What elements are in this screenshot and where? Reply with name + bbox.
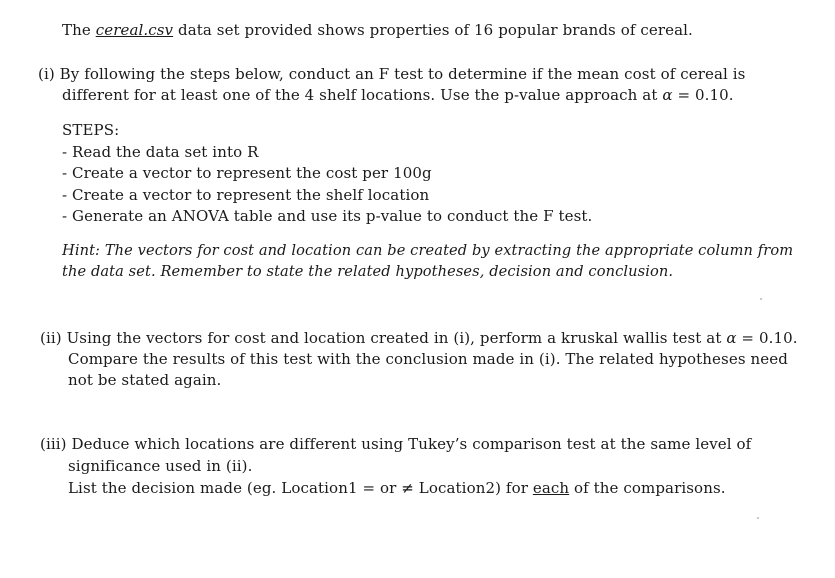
step-item: - Create a vector to represent the shelf location	[62, 186, 430, 204]
part-ii-text-1: (ii) Using the vectors for cost and location created in (i), perform a kruskal wallis test at	[40, 329, 727, 347]
part-ii-line-3: not be stated again.	[68, 371, 222, 389]
alpha-symbol: α	[726, 329, 737, 347]
part-iii-line-1: (iii) Deduce which locations are different using Tukey’s comparison test at the same level of	[40, 435, 752, 453]
part-i-text-1: By following the steps below, conduct an F test to determine if the mean cost of cereal is	[59, 65, 746, 83]
steps-heading: STEPS:	[62, 121, 120, 139]
scan-speck	[757, 517, 759, 519]
part-iii-text-3: List the decision made (eg. Location1 = or ≠ Location2) for	[68, 479, 533, 497]
part-i-alpha-value: = 0.10.	[672, 86, 734, 104]
scan-speck	[760, 298, 762, 300]
part-iii-line-2: significance used in (ii).	[68, 457, 253, 475]
step-item: - Generate an ANOVA table and use its p-value to conduct the F test.	[62, 207, 593, 225]
step-item: - Read the data set into R	[62, 143, 259, 161]
part-ii-line-1	[40, 328, 798, 348]
part-i-text-2: different for at least one of the 4 shelf locations. Use the p-value approach at	[62, 86, 663, 104]
intro-text-pre: The	[62, 21, 96, 39]
part-i-marker: (i)	[38, 65, 60, 83]
hint-line-2: the data set. Remember to state the related hypotheses, decision and conclusion.	[62, 263, 674, 280]
each-underlined: each	[532, 479, 570, 497]
part-i-line-1	[38, 64, 745, 84]
step-item: - Create a vector to represent the cost per 100g	[62, 164, 432, 182]
hint-line-1: Hint: The vectors for cost and location can be created by extracting the appropriate column from	[62, 242, 794, 259]
part-iii-text-3-post: of the comparisons.	[569, 479, 726, 497]
part-i-line-2	[62, 85, 734, 105]
part-ii-alpha-value: = 0.10.	[736, 329, 798, 347]
alpha-symbol: α	[662, 86, 673, 104]
part-ii-line-2: Compare the results of this test with the conclusion made in (i). The related hypotheses need	[68, 350, 788, 368]
intro-line	[62, 20, 693, 40]
dataset-filename: cereal.csv	[95, 21, 174, 39]
part-iii-line-3	[68, 478, 726, 498]
intro-text-post: data set provided shows properties of 16 popular brands of cereal.	[173, 21, 693, 39]
